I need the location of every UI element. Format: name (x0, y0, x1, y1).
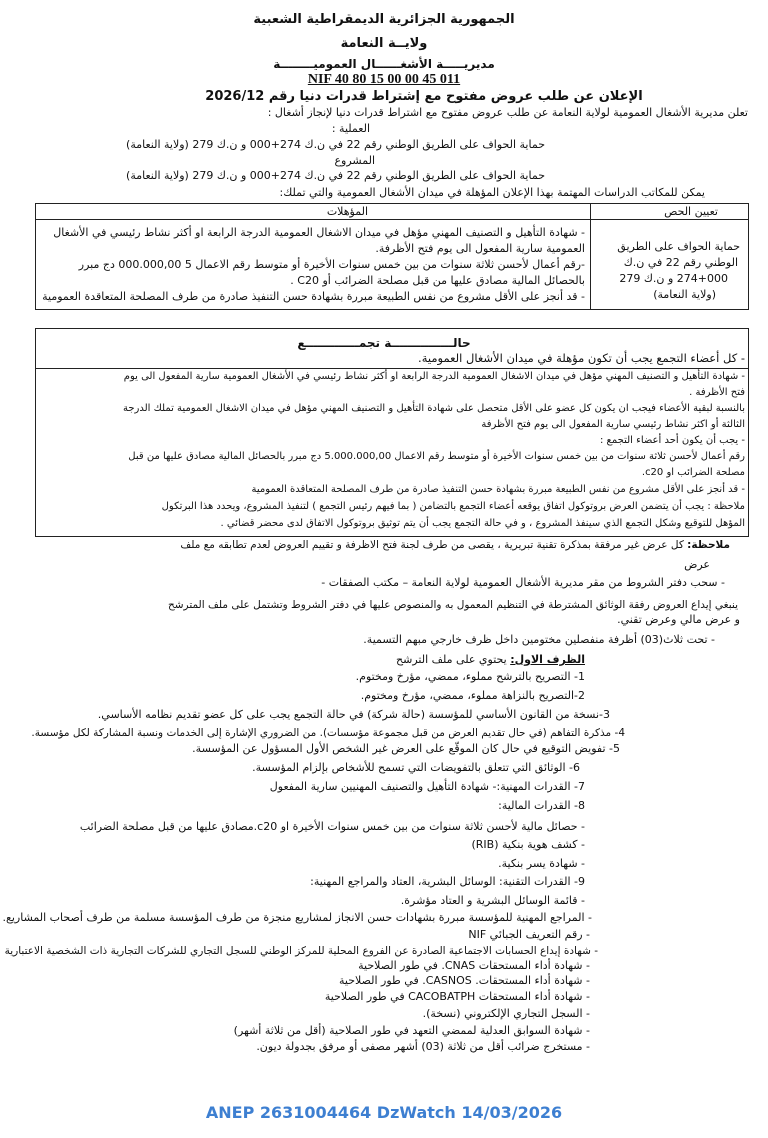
group-divider (35, 368, 748, 369)
document-item: - شهادة السوابق العدلية لممضي التعهد في طور الصلاحية (أقل من ثلاثة أشهر) (233, 1024, 590, 1037)
deposit-text: ينبغي إيداع العروض رفقة الوثائق المشترطة في التنظيم المعمول به والمنصوص عليها في دفتر الشروط وتشتمل على ملف المترشح (167, 599, 738, 611)
table-header-lot: تعيين الحص (664, 205, 718, 218)
rejection-note (180, 538, 730, 552)
document-item: - رقم التعريف الجبائي NIF (468, 928, 590, 941)
anep-footer: ANEP 2631004464 DzWatch 14/03/2026 (205, 1103, 563, 1122)
document-item: 5- تفويض التوقيع في حال كان الموقّع على العرض غير الشخص الأول المسؤول عن المؤسسة. (192, 742, 620, 755)
document-item: - شهادة يسر بنكية. (498, 857, 585, 870)
note-continuation: عرض (684, 558, 710, 571)
republic-title: الجمهورية الجزائرية الديمقراطية الشعبية (253, 12, 515, 27)
group-line: الثالثة أو اكثر نشاط رئيسي سارية المفعول الى يوم فتح الأظرفة (481, 419, 745, 430)
note-label: ملاحظة: (687, 539, 730, 551)
first-envelope-label: الظرف الاول: (510, 653, 585, 666)
document-item: 1- التصريح بالترشح مملوء، ممضي، مؤرخ ومختوم. (355, 670, 585, 683)
qualification-line: العمومية سارية المفعول الى يوم فتح الأظرفة. (375, 242, 585, 255)
document-item: 3-نسخة من القانون الأساسي للمؤسسة (حالة شركة) في حالة التجمع يجب على كل عضو تقديم نظامه الأساسي. (97, 708, 610, 721)
document-item: - شهادة أداء المستحقات. CASNOS. في طور الصلاحية (339, 974, 590, 987)
qualification-line: بالحصائل المالية مصادق عليها من قبل مصلحة الضرائب أو C20 . (290, 274, 585, 287)
group-line: المؤهل للتوقيع وشكل التجمع الذي سينفذ المشروع ، و في حالة التجمع يجب أن يتم توثيق بروتوكول الاتفاق لدى محضر قضائي . (220, 518, 745, 529)
group-line: بالنسبة لبقية الأعضاء فيجب ان يكون كل عضو على الأقل متحصل على شهادة التأهيل و التصنيف المهني مؤهل في ميدان الاشغال العمومية تملك الدرجة (122, 403, 745, 414)
qualification-line: - قد أنجز على الأقل مشروع من نفس الطبيعة مبررة بشهادة حسن التنفيذ صادرة من طرف المصلحة المتعاقدة العمومية (42, 290, 585, 303)
document-item: - حصائل مالية لأحسن ثلاثة سنوات من بين خمس سنوات الأخيرة او c20.مصادق عليها من قبل مصلحة الضرائب (79, 820, 585, 833)
announcement-title: الإعلان عن طلب عروض مفتوح مع إشتراط قدرات دنيا رقم 2026/12 (205, 89, 643, 104)
group-line: - يجب أن يكون أحد أعضاء التجمع : (600, 435, 745, 446)
document-item: - شهادة إيداع الحسابات الاجتماعية الصادرة عن الفروع المحلية للمركز الوطني للسجل التجاري للشركات التجارية ذات الشخصية الاعتبارية (4, 945, 598, 957)
table-header-divider (35, 219, 748, 220)
document-item: 7- القدرات المهنية:- شهادة التأهيل والتصنيف المهنيين سارية المفعول (269, 780, 585, 793)
document-item: 8- القدرات المالية: (498, 799, 585, 812)
lot-line: حماية الحواف على الطريق (617, 240, 740, 253)
group-line: ملاحظة : يجب أن يتضمن العرض بروتوكول اتفاق يوقعه أعضاء التجمع بالتضامن ( بما فيهم رئيس التجمع ) لتنفيذ المشروع، ويحدد هذا البرتكول (161, 501, 745, 512)
document-item: - المراجع المهنية للمؤسسة مبررة بشهادات حسن الانجاز لمشاريع منجزة من طرف المؤسسة مسلمة من طرف أصحاب المشاريع. (2, 911, 592, 924)
first-envelope-text: يحتوي على ملف الترشح (396, 653, 511, 666)
group-line: - قد أنجز على الأقل مشروع من نفس الطبيعة مبررة بشهادة حسن التنفيذ صادرة من طرف المصلحة المتعاقدة العمومية (251, 484, 745, 495)
project-label: المشروع (334, 154, 375, 167)
table-header-qualifications: المؤهلات (326, 205, 368, 218)
wilaya-title: ولايــة النعامة (340, 36, 428, 51)
group-line: فتح الأظرفة . (689, 387, 745, 398)
qualification-line: -رقم أعمال لأحسن ثلاثة سنوات من بين خمس سنوات الأخيرة أو متوسط رقم الاعمال 5 000.000,00 دج مبرر (78, 258, 585, 271)
nif-number: NIF 40 80 15 00 00 45 011 (307, 72, 461, 87)
group-top-line: - كل أعضاء التجمع يجب أن تكون مؤهلة في ميدان الأشغال العمومية. (418, 351, 745, 365)
document-item: 2-التصريح بالنزاهة مملوء، ممضي، مؤرخ ومختوم. (360, 689, 585, 702)
deposit-text-cont: و عرض مالي وعرض تقني. (617, 613, 740, 626)
group-title: حالـــــــــــــــة تجمـــــــــــــع (297, 336, 471, 350)
table-column-divider (590, 203, 591, 309)
lot-line: الوطني رقم 22 في ن.ك (623, 256, 738, 269)
directorate-title: مديريـــــة الأشغــــــال العموميــــــــة (273, 57, 495, 71)
lot-line: (ولاية النعامة) (653, 288, 716, 301)
group-line: رقم أعمال لأحسن ثلاثة سنوات من بين خمس سنوات الأخيرة أو متوسط رقم الاعمال 5.000.000,00 دج مبرر بالحصائل المالية مصادق عليها من قبل (128, 451, 745, 462)
envelopes-text: - تحت ثلاث(03) أظرفة منفصلين مختومين داخل ظرف خارجي مبهم التسمية. (363, 633, 715, 646)
operation-label: العملية : (331, 122, 370, 135)
group-line: - شهادة التأهيل و التصنيف المهني مؤهل في ميدان الاشغال العمومية الدرجة الرابعة او أكثر نشاط رئيسي في الأشغال العمومية سارية المفعول الى يوم (123, 371, 745, 382)
qualification-line: - شهادة التأهيل و التصنيف المهني مؤهل في ميدان الاشغال العمومية الدرجة الرابعة او أكثر نشاط رئيسي في الأشغال (53, 226, 585, 239)
first-envelope (396, 653, 585, 667)
lot-line: 274+000 و ن.ك 279 (619, 272, 728, 285)
document-item: - شهادة أداء المستحقات CNAS. في طور الصلاحية (358, 959, 590, 972)
document-item: - مستخرج ضرائب أقل من ثلاثة (03) أشهر مصفى أو مرفق بجدولة ديون. (256, 1040, 590, 1053)
document-item: - شهادة أداء المستحقات CACOBATPH في طور الصلاحية (324, 990, 590, 1003)
document-item: - قائمة الوسائل البشرية و العتاد مؤشرة. (400, 894, 585, 907)
document-item: 6- الوثائق التي تتعلق بالتفويضات التي تسمح للأشخاص بإلزام المؤسسة. (252, 761, 580, 774)
document-item: 9- القدرات التقنية: الوسائل البشرية، العتاد والمراجع المهنية: (310, 875, 585, 888)
withdraw-text: - سحب دفتر الشروط من مقر مديرية الأشغال العمومية لولاية النعامة – مكتب الصفقات - (321, 576, 725, 589)
operation-text: حماية الحواف على الطريق الوطني رقم 22 في ن.ك 274+000 و ن.ك 279 (ولاية النعامة) (126, 138, 545, 151)
project-text: حماية الحواف على الطريق الوطني رقم 22 في ن.ك 274+000 و ن.ك 279 (ولاية النعامة) (126, 169, 545, 182)
document-item: - كشف هوية بنكية (RIB) (471, 838, 585, 851)
document-item: - السجل التجاري الإلكتروني (نسخة). (422, 1007, 590, 1020)
note-text: كل عرض غير مرفقة بمذكرة تقنية تبريرية ، يقصى من طرف لجنة فتح الاظرفة و تقييم العروض لعدم تطابقه مع ملف (180, 539, 688, 551)
document-item: 4- مذكرة التفاهم (في حال تقديم العرض من قبل مجموعة مؤسسات). من الضروري الإشارة إلى الخدمات ونسبة المشاركة لكل مؤسسة. (31, 727, 625, 739)
group-line: مصلحة الضرائب او c20. (641, 467, 745, 478)
intro-text: تعلن مديرية الأشغال العمومية لولاية النعامة عن طلب عروض مفتوح مع اشتراط قدرات دنيا لإنجاز أشغال : (267, 106, 748, 119)
eligibility-text: يمكن للمكاتب الدراسات المهتمة بهذا الإعلان المؤهلة في ميدان الأشغال العمومية والتي تملك: (279, 186, 705, 199)
